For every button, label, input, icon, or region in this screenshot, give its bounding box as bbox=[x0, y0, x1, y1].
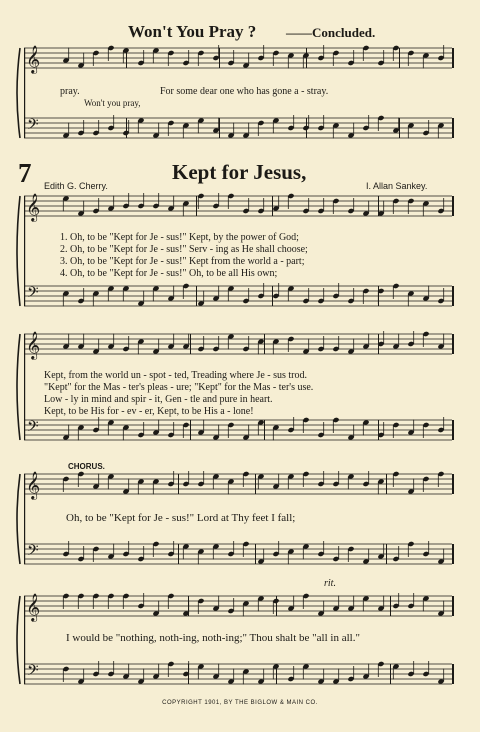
hymn-author: Edith G. Cherry. bbox=[44, 181, 108, 191]
bass-clef-icon: 𝄢 bbox=[27, 662, 39, 683]
treble-clef-icon: 𝄞 bbox=[26, 45, 41, 73]
bar-line bbox=[378, 420, 379, 440]
top-bass-lyric: Won't you pray, bbox=[84, 98, 141, 108]
top-lyric-pray: pray. bbox=[60, 86, 80, 97]
treble-clef-icon: 𝄞 bbox=[26, 193, 41, 221]
bar-line bbox=[190, 334, 191, 354]
bar-line bbox=[452, 196, 454, 216]
bar-line bbox=[219, 48, 220, 68]
verse-2-line-2: "Kept" for the Mas - ter's pleas - ure; "Kept" for the Mas - ter's use. bbox=[44, 382, 314, 393]
bar-line bbox=[272, 196, 273, 216]
bar-line bbox=[452, 118, 454, 138]
chorus-label: CHORUS. bbox=[68, 462, 105, 471]
bar-line bbox=[452, 334, 454, 354]
bar-line bbox=[452, 664, 454, 684]
bar-line bbox=[306, 48, 307, 68]
bar-line bbox=[264, 420, 265, 440]
bar-line bbox=[399, 118, 400, 138]
hymn-title: Kept for Jesus, bbox=[172, 160, 307, 184]
chorus-line-2: I would be "nothing, noth-ing, noth-ing;" Thou shalt be "all in all." bbox=[66, 632, 360, 644]
bar-line bbox=[452, 286, 454, 306]
bar-line bbox=[255, 544, 256, 564]
hymn-composer: I. Allan Sankey. bbox=[366, 181, 428, 191]
ritardando-marking: rit. bbox=[324, 578, 336, 589]
verse-2-line-1: 2. Oh, to be "Kept for Je - sus!" Serv - ing as He shall choose; bbox=[60, 244, 308, 255]
bar-line bbox=[390, 596, 391, 616]
chorus-line-1: Oh, to be "Kept for Je - sus!" Lord at Thy feet I fall; bbox=[66, 512, 296, 524]
verse-4-line-2: Kept, to be His for - ev - er, Kept, to be His a - lone! bbox=[44, 406, 254, 417]
top-lyric-line: For some dear one who has gone a - stray. bbox=[160, 86, 329, 97]
bar-line bbox=[272, 286, 273, 306]
bar-line bbox=[264, 334, 265, 354]
bar-line bbox=[255, 474, 256, 494]
bar-line bbox=[219, 118, 220, 138]
bar-line bbox=[190, 420, 191, 440]
bar-line bbox=[386, 474, 387, 494]
hymn-number: 7 bbox=[18, 158, 32, 188]
bar-line bbox=[196, 196, 197, 216]
bass-clef-icon: 𝄢 bbox=[27, 284, 39, 305]
bar-line bbox=[178, 544, 179, 564]
verse-1-line-1: 1. Oh, to be "Kept for Je - sus!" Kept, by the power of God; bbox=[60, 232, 299, 243]
bass-clef-icon: 𝄢 bbox=[27, 542, 39, 563]
bar-line bbox=[390, 664, 391, 684]
bar-line bbox=[452, 48, 454, 68]
bar-line bbox=[452, 474, 454, 494]
bar-line bbox=[196, 286, 197, 306]
bass-clef-icon: 𝄢 bbox=[27, 418, 39, 439]
bar-line bbox=[399, 48, 400, 68]
system-brace bbox=[17, 334, 20, 440]
verse-4-line-1: 4. Oh, to be "Kept for Je - sus!" Oh, to be all His own; bbox=[60, 268, 278, 279]
verse-3-line-2: Low - ly in mind and spir - it, Gen - tle and pure in heart. bbox=[44, 394, 273, 405]
copyright-notice: COPYRIGHT 1901, BY THE BIGLOW & MAIN CO. bbox=[162, 700, 318, 706]
verse-3-line-1: 3. Oh, to be "Kept for Je - sus!" Kept from the world a - part; bbox=[60, 256, 305, 267]
bass-clef-icon: 𝄢 bbox=[27, 116, 39, 137]
treble-clef-icon: 𝄞 bbox=[26, 471, 41, 499]
system-brace bbox=[17, 196, 20, 306]
bar-line bbox=[178, 474, 179, 494]
bar-line bbox=[452, 420, 454, 440]
system-brace bbox=[17, 596, 20, 684]
treble-clef-icon: 𝄞 bbox=[26, 593, 41, 621]
bar-line bbox=[386, 544, 387, 564]
treble-clef-icon: 𝄞 bbox=[26, 331, 41, 359]
bar-line bbox=[452, 544, 454, 564]
verse-1-line-2: Kept, from the world un - spot - ted, Treading where Je - sus trod. bbox=[44, 370, 308, 381]
page-subtitle: ——Concluded. bbox=[286, 25, 376, 40]
bar-line bbox=[452, 596, 454, 616]
page-title: Won't You Pray ? bbox=[128, 22, 257, 41]
system-brace bbox=[17, 48, 20, 138]
system-brace bbox=[17, 474, 20, 564]
